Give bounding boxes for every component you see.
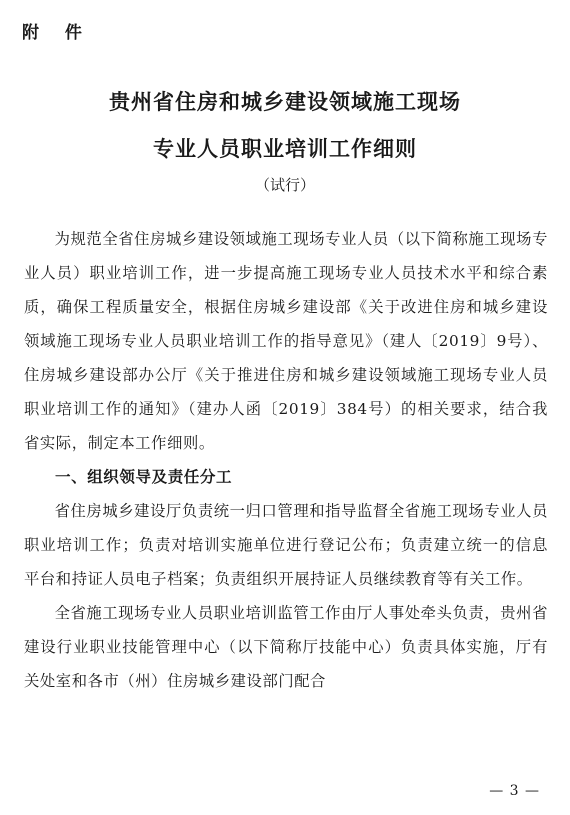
page-number: — 3 — xyxy=(489,783,540,799)
section-heading: 一、组织领导及责任分工 xyxy=(55,468,233,486)
attachment-label: 附 件 xyxy=(22,23,92,43)
document-title-line-2: 专业人员职业培训工作细则 xyxy=(153,137,417,161)
document-body xyxy=(24,222,548,698)
paragraph-responsibilities: 省住房城乡建设厅负责统一归口管理和指导监督全省施工现场专业人员职业培训工作；负责对培训实施单位进行登记公布；负责建立统一的信息平台和持证人员电子档案；负责组织开展持证人员继续教育等有关工作。 xyxy=(24,502,548,588)
document-title-line-1: 贵州省住房和城乡建设领域施工现场 xyxy=(109,90,461,114)
paragraph-intro: 为规范全省住房城乡建设领域施工现场专业人员（以下简称施工现场专业人员）职业培训工作，进一步提高施工现场专业人员技术水平和综合素质，确保工程质量安全，根据住房城乡建设部《关于改进住房和城乡建设领域施工现场专业人员职业培训工作的指导意见》（建人〔2019〕9号）、住房城乡建设部办公厅《关于推进住房和城乡建设领域施工现场专业人员职业培训工作的通知》（建办人函〔2019〕384号）的相关要求，结合我省实际，制定本工作细则。 xyxy=(24,230,548,452)
document-subtitle: （试行） xyxy=(254,176,315,194)
paragraph-supervision: 全省施工现场专业人员职业培训监管工作由厅人事处牵头负责，贵州省建设行业职业技能管理中心（以下简称厅技能中心）负责具体实施，厅有关处室和各市（州）住房城乡建设部门配合 xyxy=(24,604,548,690)
